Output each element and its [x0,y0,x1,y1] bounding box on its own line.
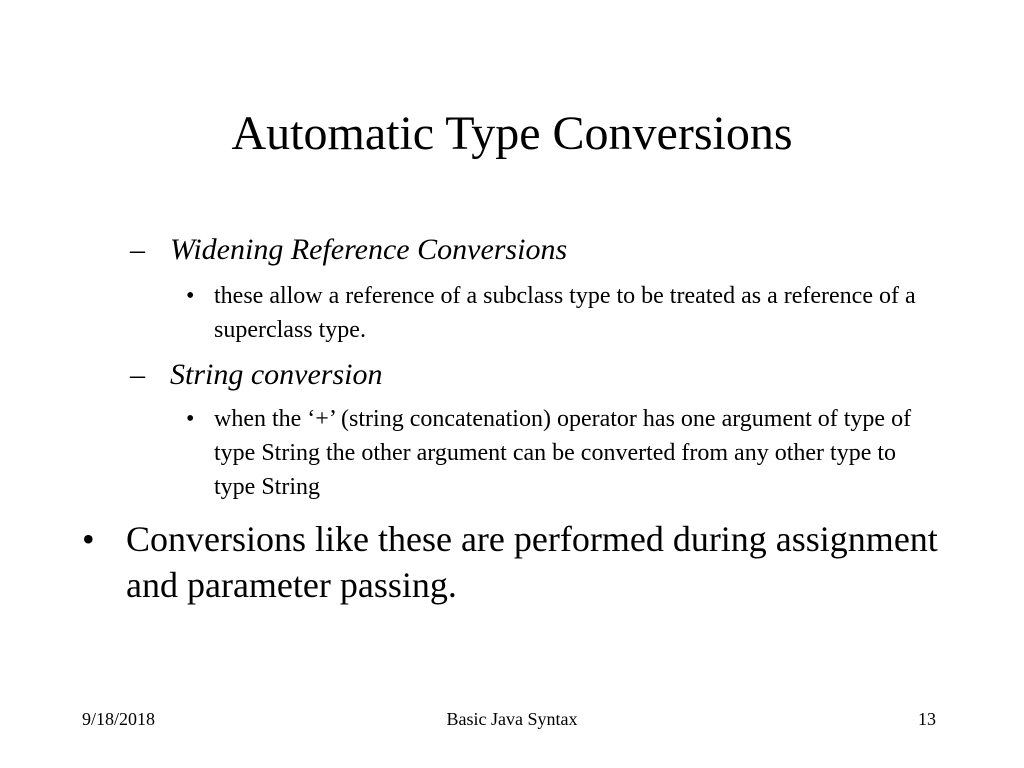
main-bullet-conversions [82,516,942,608]
dash-item-heading: Widening Reference Conversions [170,233,568,266]
dash-marker: – [130,358,145,391]
bullet-marker: • [186,406,195,432]
main-bullet-text: Conversions like these are performed during assignment and parameter passing. [126,519,938,605]
dash-item-widening-reference [130,232,567,268]
slide-number: 13 [918,709,936,729]
sub-bullet-widening [186,279,926,347]
dash-item-string-conversion [130,357,382,393]
dash-marker: – [130,233,145,266]
dash-item-heading: String conversion [170,358,383,391]
sub-bullet-string [186,402,926,504]
bullet-marker: • [186,283,195,309]
sub-bullet-text: these allow a reference of a subclass type to be treated as a reference of a superclass type. [214,283,916,343]
footer-date: 9/18/2018 [82,709,156,729]
footer-title: Basic Java Syntax [446,709,578,729]
bullet-marker: • [82,519,95,559]
slide-title: Automatic Type Conversions [231,107,793,160]
sub-bullet-text: when the ‘+’ (string concatenation) operator has one argument of type of type String the other argument can be converted from any other type to type String [214,406,912,500]
